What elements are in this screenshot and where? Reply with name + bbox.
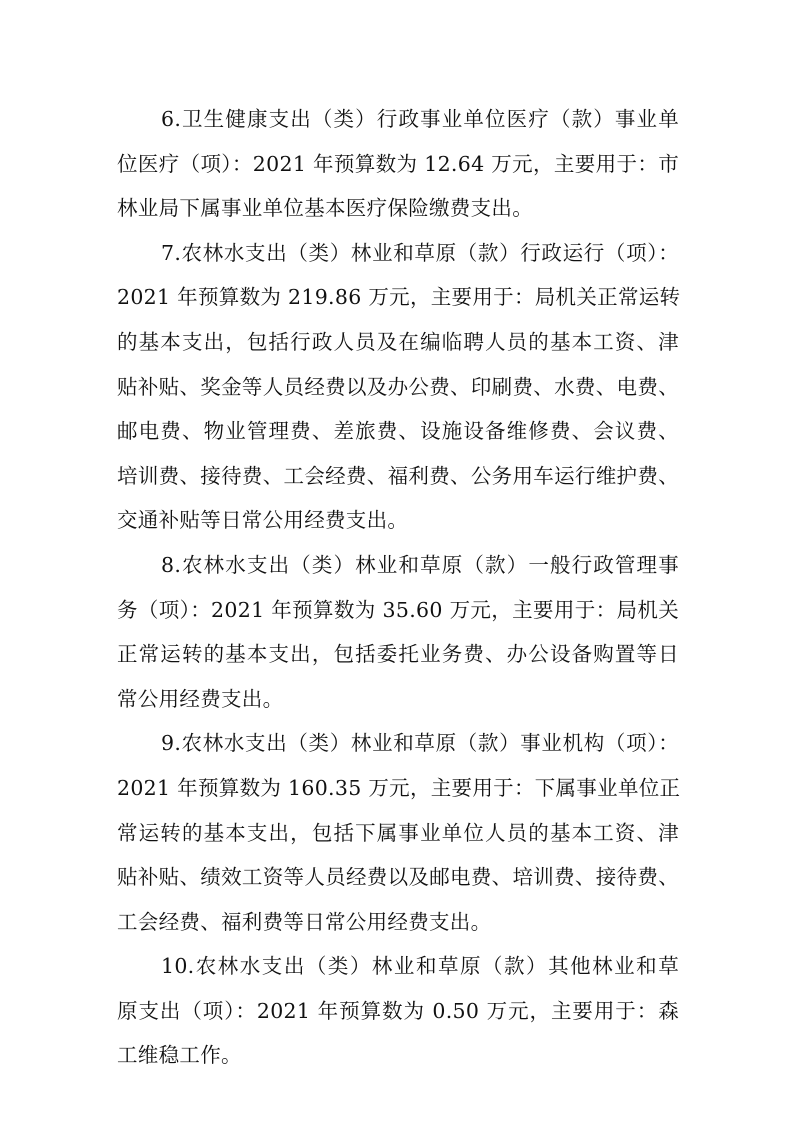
text-line: 9.农林水支出（类）林业和草原（款）事业机构（项）：	[161, 731, 679, 756]
text-line: 位医疗（项）：2021 年预算数为 12.64 万元，主要用于：市	[117, 151, 679, 176]
text-line: 培训费、接待费、工会经费、福利费、公务用车运行维护费、	[117, 463, 679, 488]
paragraph-other-forestry	[117, 944, 679, 1078]
text-line: 常运转的基本支出，包括下属事业单位人员的基本工资、津	[117, 820, 679, 845]
text-line: 贴补贴、绩效工资等人员经费以及邮电费、培训费、接待费、	[117, 865, 679, 890]
paragraph-general-admin-affairs	[117, 543, 679, 721]
text-line: 常公用经费支出。	[117, 686, 284, 711]
text-line: 10.农林水支出（类）林业和草原（款）其他林业和草	[161, 954, 679, 979]
text-line: 7.农林水支出（类）林业和草原（款）行政运行（项）：	[161, 240, 679, 265]
text-line: 6.卫生健康支出（类）行政事业单位医疗（款）事业单	[161, 107, 679, 131]
text-line: 2021 年预算数为 219.86 万元，主要用于：局机关正常运转	[117, 285, 681, 310]
text-line: 原支出（项）：2021 年预算数为 0.50 万元，主要用于：森	[117, 998, 679, 1023]
text-line: 交通补贴等日常公用经费支出。	[117, 508, 409, 533]
text-line: 务（项）：2021 年预算数为 35.60 万元，主要用于：局机关	[117, 597, 679, 622]
text-line: 贴补贴、奖金等人员经费以及办公费、印刷费、水费、电费、	[117, 374, 679, 399]
paragraph-health-expenditure	[117, 97, 679, 231]
text-line: 的基本支出，包括行政人员及在编临聘人员的基本工资、津	[117, 329, 679, 354]
paragraph-admin-operation	[117, 231, 679, 543]
text-line: 工会经费、福利费等日常公用经费支出。	[117, 909, 492, 934]
document-body	[117, 97, 679, 1078]
text-line: 林业局下属事业单位基本医疗保险缴费支出。	[117, 196, 533, 221]
paragraph-public-institutions	[117, 721, 679, 944]
text-line: 8.农林水支出（类）林业和草原（款）一般行政管理事	[161, 552, 679, 577]
text-line: 2021 年预算数为 160.35 万元，主要用于：下属事业单位正	[117, 775, 681, 800]
text-line: 正常运转的基本支出，包括委托业务费、办公设备购置等日	[117, 642, 679, 667]
text-line: 邮电费、物业管理费、差旅费、设施设备维修费、会议费、	[117, 419, 679, 444]
text-line: 工维稳工作。	[117, 1043, 242, 1068]
